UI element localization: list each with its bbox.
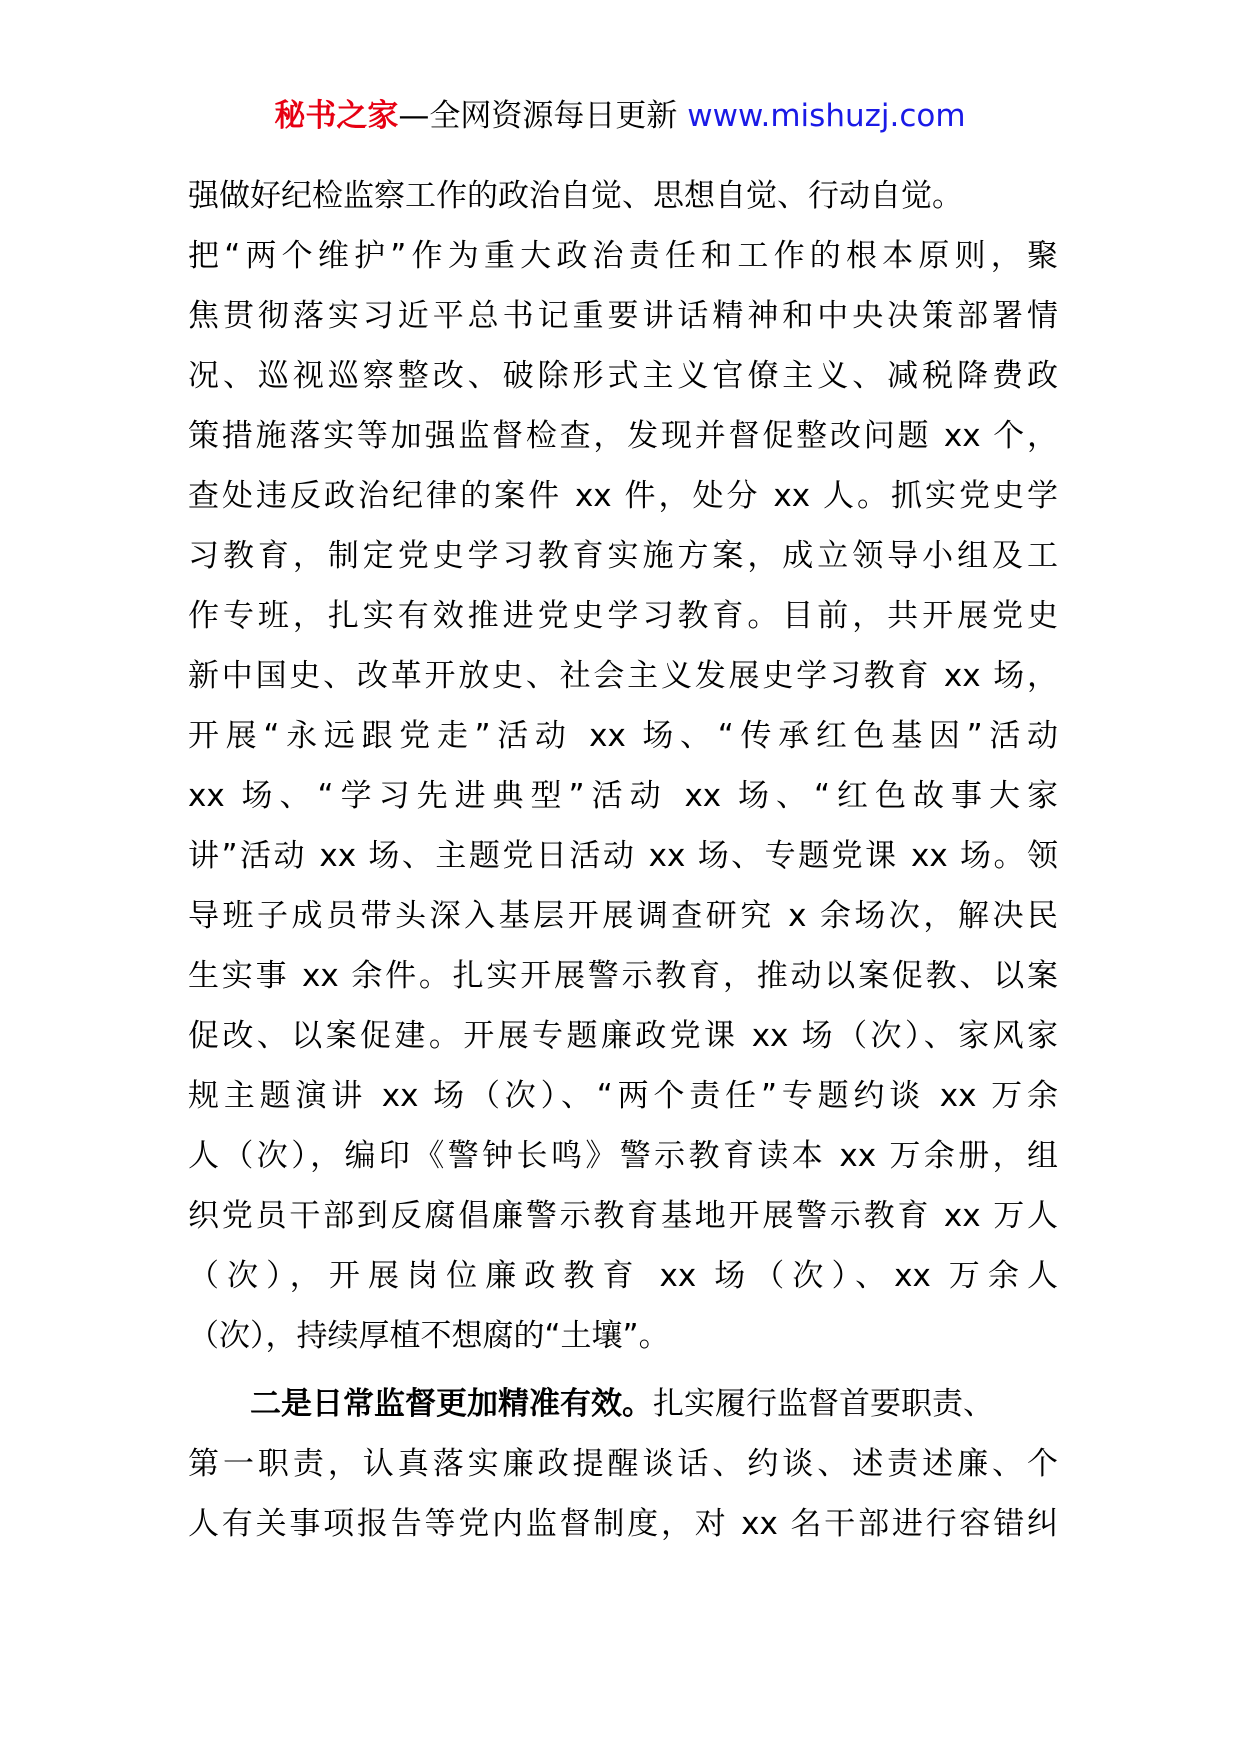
text-line: 开展“永远跟党走”活动 xx 场、“传承红色基因”活动 [188,718,1058,754]
text-line: （次），持续厚植不想腐的“土壤”。 [188,1318,670,1354]
text-line: 人有关事项报告等党内监督制度，对 xx 名干部进行容错纠 [188,1506,1058,1542]
paragraph-heading: 二是日常监督更加精准有效。 [250,1386,653,1422]
paragraph-2-first-line [188,1374,1058,1434]
paragraph-1 [188,166,1058,1366]
text-line: 策措施落实等加强监督检查，发现并督促整改问题 xx 个， [188,418,1058,454]
paragraph-2 [188,1374,1058,1554]
text-line: 规主题演讲 xx 场（次）、“两个责任”专题约谈 xx 万余 [188,1078,1058,1114]
text-line: 作专班，扎实有效推进党史学习教育。目前，共开展党史 [188,598,1058,634]
text-line: 人（次），编印《警钟长鸣》警示教育读本 xx 万余册，组 [188,1138,1058,1174]
text-line: 第一职责，认真落实廉政提醒谈话、约谈、述责述廉、个 [188,1446,1058,1482]
text-line: 讲”活动 xx 场、主题党日活动 xx 场、专题党课 xx 场。领 [188,838,1058,874]
text-line: 生实事 xx 余件。扎实开展警示教育，推动以案促教、以案 [188,958,1058,994]
text-line: 把“两个维护”作为重大政治责任和工作的根本原则，聚 [188,238,1058,274]
text-line: 新中国史、改革开放史、社会主义发展史学习教育 xx 场， [188,658,1058,694]
site-header [0,96,1240,136]
text-line: 织党员干部到反腐倡廉警示教育基地开展警示教育 xx 万人 [188,1198,1058,1234]
text-line: 查处违反政治纪律的案件 xx 件，处分 xx 人。抓实党史学 [188,478,1058,514]
text-line: （次），开展岗位廉政教育 xx 场（次）、xx 万余人 [188,1258,1058,1294]
site-url-link[interactable]: www.mishuzj.com [687,98,966,134]
text-line: 焦贯彻落实习近平总书记重要讲话精神和中央决策部署情 [188,298,1058,334]
text-line: 习教育，制定党史学习教育实施方案，成立领导小组及工 [188,538,1058,574]
text-line: 导班子成员带头深入基层开展调查研究 x 余场次，解决民 [188,898,1058,934]
header-tagline: —全网资源每日更新 [398,98,688,134]
text-line: 强做好纪检监察工作的政治自觉、思想自觉、行动自觉。 [188,178,963,214]
text-line: 况、巡视巡察整改、破除形式主义官僚主义、减税降费政 [188,358,1058,394]
brand-name: 秘书之家 [274,98,399,134]
text-line: xx 场、“学习先进典型”活动 xx 场、“红色故事大家 [188,778,1058,814]
document-body [188,166,1058,1554]
text-line: 促改、以案促建。开展专题廉政党课 xx 场（次）、家风家 [188,1018,1058,1054]
text-run: 扎实履行监督首要职责、 [653,1386,994,1422]
